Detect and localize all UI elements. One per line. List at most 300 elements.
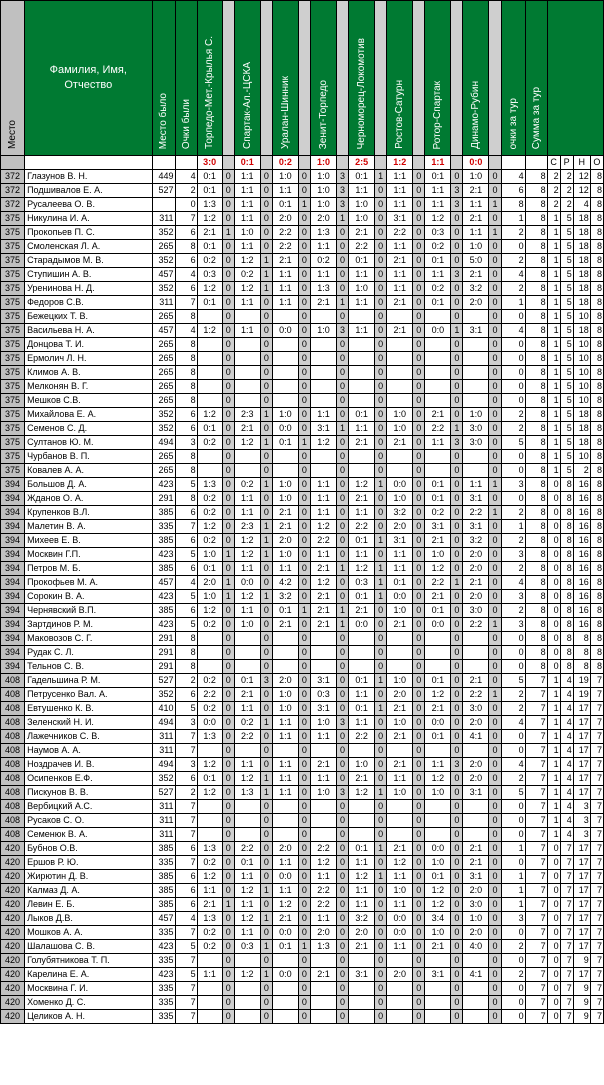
- table-cell: 8: [590, 282, 603, 296]
- table-cell: 8: [175, 352, 197, 366]
- table-cell: 0:1: [272, 604, 298, 618]
- table-cell: [463, 338, 489, 352]
- table-cell: [387, 996, 413, 1010]
- table-row: [1, 366, 604, 380]
- table-cell: 0: [298, 170, 310, 184]
- table-cell: 8: [590, 534, 603, 548]
- table-cell: 16: [573, 604, 590, 618]
- table-cell: 1:0: [387, 786, 413, 800]
- table-cell: 0: [222, 380, 234, 394]
- table-cell: [234, 800, 260, 814]
- table-cell: 8: [560, 520, 573, 534]
- table-cell: 7: [560, 898, 573, 912]
- table-cell: 16: [573, 506, 590, 520]
- participant-name: Евтушенко К. В.: [25, 702, 152, 716]
- table-cell: 0: [413, 660, 425, 674]
- table-cell: 0:1: [197, 772, 222, 786]
- table-cell: 8: [560, 618, 573, 632]
- table-cell: 0: [337, 450, 349, 464]
- table-cell: 0: [489, 982, 501, 996]
- table-cell: 1: [547, 324, 560, 338]
- table-cell: 2:1: [463, 576, 489, 590]
- table-cell: 0: [375, 506, 387, 520]
- table-cell: 375: [1, 352, 25, 366]
- table-cell: 375: [1, 212, 25, 226]
- table-cell: 1:0: [425, 856, 451, 870]
- table-row: [1, 968, 604, 982]
- table-cell: 0: [413, 758, 425, 772]
- table-cell: 0: [451, 954, 463, 968]
- table-cell: 0: [337, 646, 349, 660]
- table-cell: 0: [451, 856, 463, 870]
- table-cell: 17: [573, 968, 590, 982]
- table-cell: [387, 954, 413, 968]
- table-cell: [310, 954, 336, 968]
- table-cell: 0: [489, 730, 501, 744]
- table-cell: 0: [222, 1010, 234, 1024]
- table-cell: 8: [590, 506, 603, 520]
- header-match-5: Черноморец-Локомотив: [349, 1, 375, 156]
- table-cell: 0: [375, 632, 387, 646]
- table-cell: 0:3: [349, 576, 375, 590]
- table-cell: 0: [375, 450, 387, 464]
- table-cell: 0: [375, 968, 387, 982]
- table-cell: 423: [152, 590, 175, 604]
- table-cell: 0: [489, 604, 501, 618]
- table-cell: 5: [560, 450, 573, 464]
- table-cell: 0: [260, 1010, 272, 1024]
- table-cell: 0: [298, 814, 310, 828]
- table-cell: 6: [175, 898, 197, 912]
- table-cell: 0: [260, 198, 272, 212]
- participant-name: Никулина И. А.: [25, 212, 152, 226]
- table-cell: 2:1: [310, 296, 336, 310]
- table-cell: 0: [413, 814, 425, 828]
- table-cell: 375: [1, 226, 25, 240]
- table-cell: 1: [547, 226, 560, 240]
- table-cell: 0: [501, 996, 525, 1010]
- table-cell: 8: [525, 604, 547, 618]
- table-cell: 0: [501, 366, 525, 380]
- table-cell: 8: [590, 184, 603, 198]
- table-cell: 8: [573, 632, 590, 646]
- table-cell: 4: [175, 912, 197, 926]
- table-cell: 0: [222, 310, 234, 324]
- table-cell: 2: [175, 786, 197, 800]
- table-cell: 420: [1, 870, 25, 884]
- table-cell: 265: [152, 310, 175, 324]
- table-cell: 0: [451, 702, 463, 716]
- table-cell: 7: [175, 982, 197, 996]
- table-cell: 8: [560, 576, 573, 590]
- table-cell: 7: [525, 856, 547, 870]
- table-cell: 1:3: [197, 198, 222, 212]
- table-cell: 1: [547, 674, 560, 688]
- table-cell: 0: [260, 450, 272, 464]
- table-cell: 0:1: [387, 576, 413, 590]
- table-cell: 0:2: [425, 240, 451, 254]
- table-cell: 0: [413, 632, 425, 646]
- table-cell: 4: [560, 702, 573, 716]
- table-cell: 0: [260, 842, 272, 856]
- table-cell: 0:0: [387, 590, 413, 604]
- table-cell: 0: [489, 534, 501, 548]
- table-cell: 0: [547, 506, 560, 520]
- participant-name: Большов Д. А.: [25, 478, 152, 492]
- table-cell: 394: [1, 632, 25, 646]
- table-cell: 2:2: [349, 240, 375, 254]
- table-cell: 3:2: [272, 590, 298, 604]
- table-cell: 394: [1, 618, 25, 632]
- table-cell: 1:0: [425, 786, 451, 800]
- table-cell: 0:1: [349, 534, 375, 548]
- table-cell: [272, 1010, 298, 1024]
- table-cell: 0: [375, 996, 387, 1010]
- table-cell: 3:1: [310, 702, 336, 716]
- participant-name: Лыков Д.В.: [25, 912, 152, 926]
- table-cell: [349, 352, 375, 366]
- table-cell: 1: [501, 520, 525, 534]
- table-cell: 408: [1, 744, 25, 758]
- table-cell: 3: [337, 184, 349, 198]
- table-cell: [234, 310, 260, 324]
- table-cell: 0: [260, 660, 272, 674]
- table-cell: 394: [1, 604, 25, 618]
- table-cell: 0:1: [234, 856, 260, 870]
- table-cell: 0: [337, 310, 349, 324]
- table-cell: 0: [489, 814, 501, 828]
- table-cell: 2: [501, 226, 525, 240]
- table-cell: 7: [175, 856, 197, 870]
- table-cell: 7: [560, 870, 573, 884]
- table-cell: 4: [560, 674, 573, 688]
- table-cell: 311: [152, 212, 175, 226]
- table-cell: [310, 366, 336, 380]
- table-cell: 3:2: [387, 506, 413, 520]
- table-cell: 0: [413, 1010, 425, 1024]
- table-cell: 0: [298, 492, 310, 506]
- table-cell: 1: [260, 968, 272, 982]
- table-cell: 0: [501, 240, 525, 254]
- table-cell: 8: [525, 464, 547, 478]
- table-cell: 1: [222, 898, 234, 912]
- table-cell: 0: [337, 408, 349, 422]
- table-cell: 8: [525, 632, 547, 646]
- table-cell: 3:1: [463, 870, 489, 884]
- participant-name: Бубнов О.В.: [25, 842, 152, 856]
- table-row: [1, 492, 604, 506]
- table-cell: 7: [525, 926, 547, 940]
- table-cell: 0: [413, 604, 425, 618]
- table-cell: 0: [501, 380, 525, 394]
- table-cell: [387, 982, 413, 996]
- table-cell: 1:1: [234, 296, 260, 310]
- table-cell: 0: [298, 954, 310, 968]
- table-cell: 0: [298, 324, 310, 338]
- table-cell: 1: [260, 478, 272, 492]
- table-cell: 0: [451, 870, 463, 884]
- table-cell: 420: [1, 1010, 25, 1024]
- table-cell: 0: [337, 268, 349, 282]
- table-cell: 423: [152, 618, 175, 632]
- table-cell: 5: [560, 324, 573, 338]
- table-cell: 10: [573, 380, 590, 394]
- table-cell: 8: [590, 394, 603, 408]
- table-cell: [425, 450, 451, 464]
- table-cell: 2:1: [425, 940, 451, 954]
- participant-name: Климов А. В.: [25, 366, 152, 380]
- table-cell: 8: [525, 646, 547, 660]
- table-cell: 5: [560, 422, 573, 436]
- participant-name: Вербицкий А.С.: [25, 800, 152, 814]
- table-cell: 0: [413, 926, 425, 940]
- table-cell: [234, 982, 260, 996]
- table-cell: 7: [525, 800, 547, 814]
- table-cell: [197, 954, 222, 968]
- table-cell: 1:0: [387, 716, 413, 730]
- table-cell: 0:1: [197, 296, 222, 310]
- table-cell: 2:0: [463, 590, 489, 604]
- table-cell: 0: [298, 912, 310, 926]
- table-cell: 0: [298, 898, 310, 912]
- table-cell: 0: [222, 688, 234, 702]
- table-cell: 0: [489, 450, 501, 464]
- table-cell: 7: [560, 1010, 573, 1024]
- table-cell: 0: [375, 548, 387, 562]
- table-cell: 0: [501, 744, 525, 758]
- table-cell: 0:2: [197, 254, 222, 268]
- table-cell: 0:0: [425, 842, 451, 856]
- table-cell: 2:1: [310, 758, 336, 772]
- table-cell: 1:1: [387, 282, 413, 296]
- table-cell: 0: [451, 282, 463, 296]
- table-cell: [349, 366, 375, 380]
- table-cell: 0: [337, 534, 349, 548]
- table-cell: 1: [501, 296, 525, 310]
- table-cell: 1:0: [272, 478, 298, 492]
- table-cell: [234, 352, 260, 366]
- table-cell: 0: [222, 954, 234, 968]
- table-cell: [349, 660, 375, 674]
- table-cell: 0: [489, 184, 501, 198]
- table-cell: 4: [560, 716, 573, 730]
- table-cell: 408: [1, 716, 25, 730]
- participant-name: Прокофьев М. А.: [25, 576, 152, 590]
- table-cell: 1:3: [310, 282, 336, 296]
- table-cell: 9: [573, 1010, 590, 1024]
- table-cell: 0: [298, 618, 310, 632]
- table-cell: 0: [337, 520, 349, 534]
- participant-name: Лажечников С. В.: [25, 730, 152, 744]
- table-cell: 0:2: [197, 940, 222, 954]
- table-cell: 7: [175, 954, 197, 968]
- table-cell: 8: [560, 660, 573, 674]
- table-cell: 0: [337, 548, 349, 562]
- table-cell: 0: [413, 590, 425, 604]
- table-cell: [310, 814, 336, 828]
- table-cell: 1:2: [387, 856, 413, 870]
- table-cell: 1:0: [272, 492, 298, 506]
- table-cell: 8: [525, 408, 547, 422]
- table-cell: 5: [175, 702, 197, 716]
- table-cell: 17: [573, 926, 590, 940]
- table-cell: 1: [375, 534, 387, 548]
- table-cell: 0: [222, 422, 234, 436]
- table-cell: 1:2: [197, 604, 222, 618]
- table-cell: 0: [337, 380, 349, 394]
- table-cell: [463, 366, 489, 380]
- table-cell: 0: [413, 898, 425, 912]
- table-cell: 2:2: [310, 884, 336, 898]
- table-cell: 7: [525, 884, 547, 898]
- table-cell: 311: [152, 730, 175, 744]
- table-cell: 352: [152, 408, 175, 422]
- table-row: [1, 884, 604, 898]
- table-cell: 0: [451, 254, 463, 268]
- table-cell: 0: [413, 184, 425, 198]
- table-cell: 335: [152, 856, 175, 870]
- table-cell: 0: [337, 730, 349, 744]
- table-cell: 0: [375, 758, 387, 772]
- table-cell: [425, 366, 451, 380]
- table-cell: 265: [152, 394, 175, 408]
- table-cell: 7: [525, 758, 547, 772]
- table-cell: 2:0: [463, 296, 489, 310]
- table-row: [1, 450, 604, 464]
- table-cell: 3:0: [463, 436, 489, 450]
- table-cell: [310, 646, 336, 660]
- table-cell: 5: [175, 968, 197, 982]
- participant-name: Осипенков Е.Ф.: [25, 772, 152, 786]
- table-cell: 0: [298, 520, 310, 534]
- table-cell: 0: [451, 786, 463, 800]
- table-cell: 0: [451, 464, 463, 478]
- table-cell: 8: [525, 226, 547, 240]
- table-cell: 7: [525, 1010, 547, 1024]
- header-match-4: Зенит-Торпедо: [310, 1, 336, 156]
- table-cell: 0: [260, 380, 272, 394]
- table-cell: 0: [337, 674, 349, 688]
- table-cell: 0: [337, 352, 349, 366]
- table-cell: 1:1: [234, 170, 260, 184]
- participant-name: Петров М. Б.: [25, 562, 152, 576]
- table-cell: [197, 338, 222, 352]
- table-cell: 8: [175, 240, 197, 254]
- table-cell: 1:1: [387, 268, 413, 282]
- table-cell: [349, 450, 375, 464]
- table-cell: 2:1: [234, 422, 260, 436]
- table-cell: 375: [1, 254, 25, 268]
- table-cell: 265: [152, 464, 175, 478]
- table-cell: 0: [337, 226, 349, 240]
- table-cell: 0: [222, 646, 234, 660]
- table-cell: 0: [222, 744, 234, 758]
- table-cell: 0: [298, 716, 310, 730]
- table-cell: 385: [152, 884, 175, 898]
- table-cell: 394: [1, 646, 25, 660]
- table-cell: 1:1: [463, 198, 489, 212]
- table-cell: 0: [413, 352, 425, 366]
- table-cell: 0: [222, 926, 234, 940]
- table-cell: 0: [222, 394, 234, 408]
- table-cell: 352: [152, 772, 175, 786]
- table-cell: 0: [298, 296, 310, 310]
- table-cell: 0: [222, 884, 234, 898]
- table-cell: 6: [175, 254, 197, 268]
- table-cell: 2:2: [425, 576, 451, 590]
- table-cell: [425, 394, 451, 408]
- table-cell: 1:2: [425, 562, 451, 576]
- table-cell: 0: [451, 394, 463, 408]
- table-cell: 0: [337, 240, 349, 254]
- header-match-6: Ростов-Сатурн: [387, 1, 413, 156]
- table-cell: 0: [298, 534, 310, 548]
- table-row: [1, 352, 604, 366]
- table-cell: 408: [1, 800, 25, 814]
- table-cell: [272, 744, 298, 758]
- table-cell: 8: [590, 632, 603, 646]
- table-cell: [387, 1010, 413, 1024]
- table-cell: 0: [175, 198, 197, 212]
- table-cell: 1:1: [387, 940, 413, 954]
- table-cell: 423: [152, 968, 175, 982]
- header-match-1: Торпедо-Мет.-Крылья С.: [197, 1, 222, 156]
- table-cell: 4: [560, 814, 573, 828]
- table-cell: 7: [590, 912, 603, 926]
- table-cell: [463, 464, 489, 478]
- table-cell: 1: [489, 506, 501, 520]
- table-cell: 0:1: [349, 842, 375, 856]
- table-cell: 0: [547, 660, 560, 674]
- table-cell: 3:0: [463, 702, 489, 716]
- table-cell: 1: [501, 212, 525, 226]
- table-cell: 2:2: [463, 618, 489, 632]
- table-cell: 0: [260, 870, 272, 884]
- table-cell: 0:0: [272, 324, 298, 338]
- table-cell: 0: [489, 744, 501, 758]
- table-cell: 1:1: [349, 268, 375, 282]
- table-cell: 2:0: [463, 772, 489, 786]
- table-cell: 1: [547, 422, 560, 436]
- table-cell: 0: [337, 856, 349, 870]
- table-cell: 0: [413, 324, 425, 338]
- table-cell: 7: [560, 912, 573, 926]
- table-cell: 18: [573, 422, 590, 436]
- table-cell: 0:1: [349, 590, 375, 604]
- table-cell: 2:0: [272, 674, 298, 688]
- table-cell: [197, 464, 222, 478]
- table-cell: 2:3: [234, 408, 260, 422]
- table-cell: 2:2: [349, 730, 375, 744]
- table-row: [1, 954, 604, 968]
- participant-name: Михеев Е. В.: [25, 534, 152, 548]
- table-cell: 0: [413, 870, 425, 884]
- table-cell: [425, 744, 451, 758]
- table-cell: 8: [175, 464, 197, 478]
- table-cell: 8: [525, 380, 547, 394]
- table-cell: 18: [573, 212, 590, 226]
- table-cell: 2:1: [463, 842, 489, 856]
- table-row: [1, 240, 604, 254]
- table-cell: 1:0: [272, 702, 298, 716]
- table-cell: [463, 828, 489, 842]
- table-cell: [197, 744, 222, 758]
- header-match-8: Динамо-Рубин: [463, 1, 489, 156]
- table-row: [1, 1010, 604, 1024]
- table-cell: 8: [590, 380, 603, 394]
- table-cell: 0: [501, 730, 525, 744]
- table-cell: 3: [175, 758, 197, 772]
